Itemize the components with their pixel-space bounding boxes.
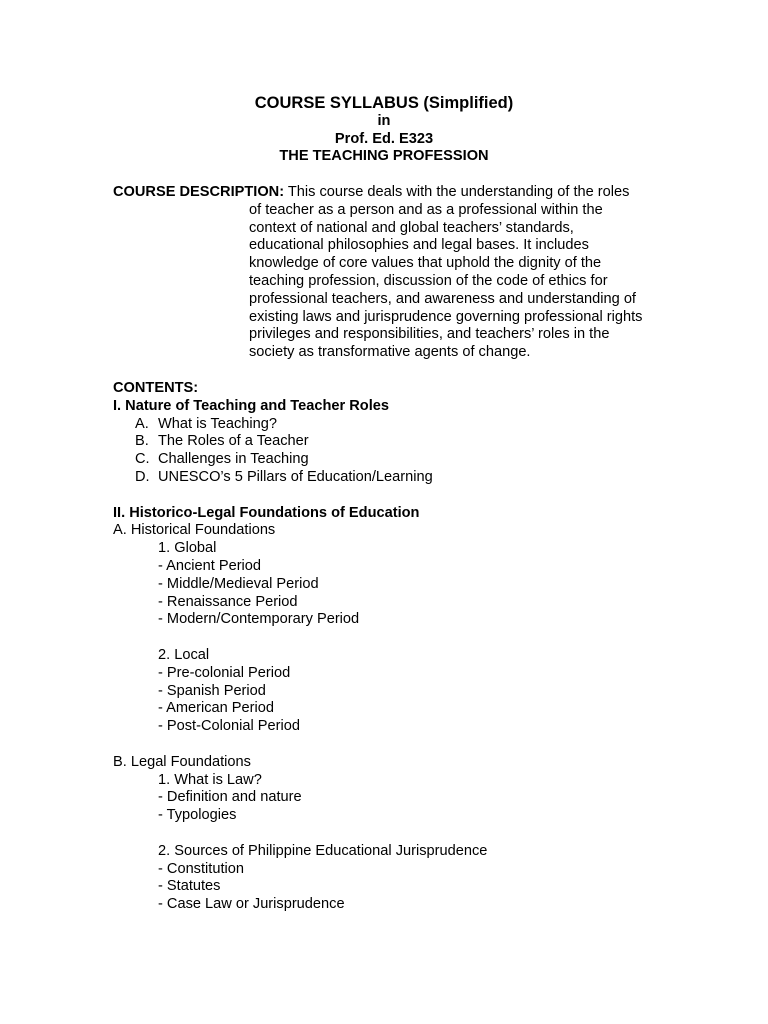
description-text-line: of teacher as a person and as a professional within the xyxy=(249,201,603,218)
list-item: - Typologies xyxy=(158,807,237,824)
global-title: 1. Global xyxy=(158,540,217,557)
description-first-line xyxy=(113,184,673,202)
spacer xyxy=(113,736,673,754)
spacer xyxy=(113,825,673,843)
spacer xyxy=(113,487,673,505)
list-item: - Middle/Medieval Period xyxy=(158,575,319,592)
header-in: in xyxy=(377,113,391,129)
list-marker: D. xyxy=(135,468,150,485)
course-code: Prof. Ed. E323 xyxy=(334,130,434,147)
list-item: - Ancient Period xyxy=(158,557,262,574)
list-item-text: What is Teaching? xyxy=(158,415,277,432)
local-title: 2. Local xyxy=(158,646,210,663)
list-item: - American Period xyxy=(158,700,274,717)
sources-title: 2. Sources of Philippine Educational Jurisprudence xyxy=(158,842,488,859)
list-item: - Definition and nature xyxy=(158,789,302,806)
list-item xyxy=(113,469,673,487)
description-body xyxy=(113,202,673,362)
list-item: - Case Law or Jurisprudence xyxy=(158,896,345,913)
list-marker: C. xyxy=(135,451,150,468)
description-label: COURSE DESCRIPTION: xyxy=(113,184,285,200)
description-text-line: professional teachers, and awareness and understanding of xyxy=(249,290,636,307)
course-name: THE TEACHING PROFESSION xyxy=(279,148,489,164)
description-text-line: knowledge of core values that uphold the dignity of the xyxy=(249,255,602,272)
list-marker: A. xyxy=(135,415,149,432)
law-title: 1. What is Law? xyxy=(158,771,262,788)
list-item: - Spanish Period xyxy=(158,682,266,699)
list-item: - Post-Colonial Period xyxy=(158,718,300,735)
list-item-text: Challenges in Teaching xyxy=(158,451,309,468)
description-text-line: context of national and global teachers’ standards, xyxy=(249,219,574,236)
spacer xyxy=(113,629,673,647)
list-item: - Statutes xyxy=(158,878,221,895)
list-item xyxy=(113,416,673,434)
list-item-text: UNESCO’s 5 Pillars of Education/Learning xyxy=(158,468,433,485)
list-item: - Renaissance Period xyxy=(158,593,298,610)
list-marker: B. xyxy=(135,433,149,450)
section-2-title: II. Historico-Legal Foundations of Education xyxy=(113,504,420,521)
historical-foundations-title: A. Historical Foundations xyxy=(113,522,276,539)
syllabus-header xyxy=(0,93,768,166)
list-item xyxy=(113,451,673,469)
description-text-line: teaching profession, discussion of the code of ethics for xyxy=(249,272,608,289)
contents-label: CONTENTS: xyxy=(113,380,199,396)
description-text-line: privileges and responsibilities, and teachers’ roles in the xyxy=(249,326,610,343)
description-text-line: This course deals with the understanding of the roles xyxy=(287,184,630,200)
course-description xyxy=(113,184,673,362)
list-item xyxy=(113,433,673,451)
list-item: - Pre-colonial Period xyxy=(158,664,291,681)
section-1-title: I. Nature of Teaching and Teacher Roles xyxy=(113,397,389,414)
document-title: COURSE SYLLABUS (Simplified) xyxy=(254,94,514,112)
description-text-line: educational philosophies and legal bases. It includes xyxy=(249,237,589,254)
legal-foundations-title: B. Legal Foundations xyxy=(113,753,251,770)
contents-section xyxy=(113,380,673,914)
list-item-text: The Roles of a Teacher xyxy=(158,433,309,450)
description-text-line: existing laws and jurisprudence governing professional rights xyxy=(249,308,643,325)
description-text-line: society as transformative agents of change. xyxy=(249,344,531,361)
list-item: - Constitution xyxy=(158,860,244,877)
list-item: - Modern/Contemporary Period xyxy=(158,611,360,628)
